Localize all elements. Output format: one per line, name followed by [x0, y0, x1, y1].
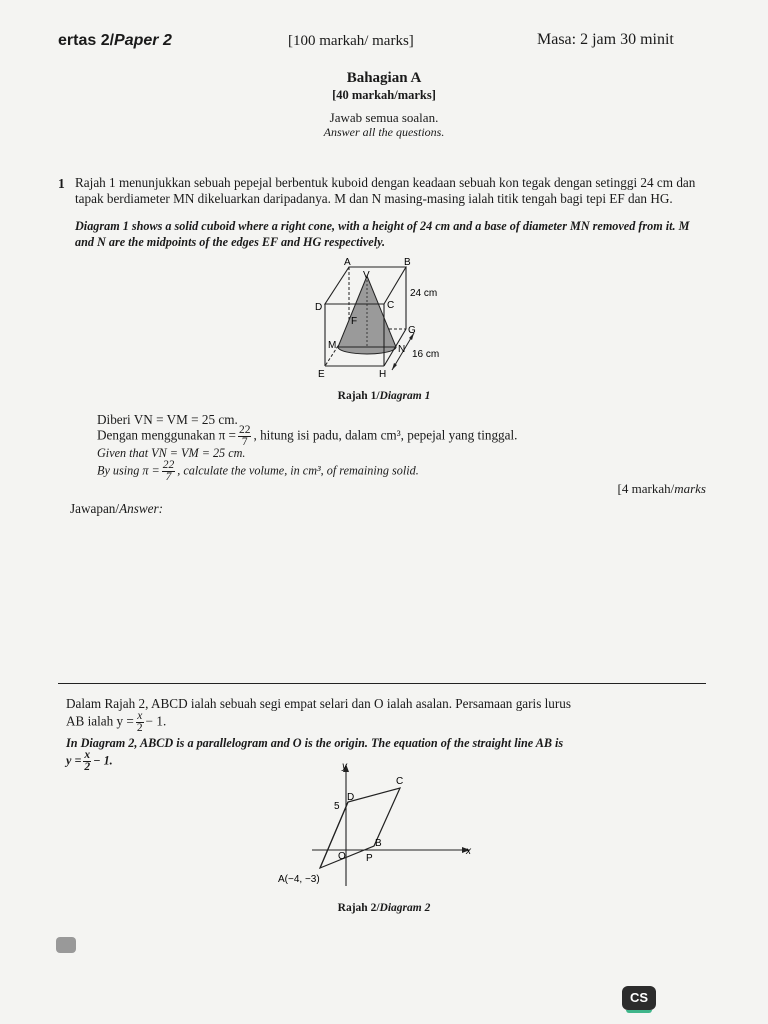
q2-text-en-1: In Diagram 2, ABCD is a parallelogram and O is the origin. The equation of the straight line AB is [66, 736, 564, 750]
label-h: H [379, 369, 387, 380]
q1-marks: [4 markah/marks [617, 481, 706, 496]
label-o: O [338, 851, 346, 862]
section-marks: [40 markah/marks] [332, 88, 436, 102]
label-a: A [344, 257, 351, 268]
parallelogram [320, 788, 400, 868]
label-e: E [318, 369, 325, 380]
diagram-2-caption: Rajah 2/Diagram 2 [337, 902, 431, 914]
q1-text-ms: Rajah 1 menunjukkan sebuah pepejal berbentuk kuboid dengan keadaan sebuah kon tegak dengan setinggi 24 cm dan tapak berdiameter MN dikeluarkan daripadanya. M dan N masing-masing ialah titik tengah bagi tepi EF dan HG. [75, 175, 696, 206]
label-d: D [315, 302, 323, 313]
label-n: N [398, 344, 406, 355]
label-d2: D [347, 792, 355, 803]
pi-fraction: $\frac{22}{7}$ [238, 424, 251, 448]
q2-text-en-2: y = $\frac{x}{2}$ − 1. [66, 749, 113, 773]
eq-fraction-en: $\frac{x}{2}$ [84, 749, 91, 773]
q1-text-en: Diagram 1 shows a solid cuboid where a right cone, with a height of 24 cm and a base of diameter MN removed from it. M and N are the midpoints of the edges EF and HG respectively. [75, 219, 690, 249]
label-x: x [466, 846, 471, 857]
label-p: P [366, 853, 373, 864]
page-number-tab [56, 937, 76, 953]
label-height: 24 cm [410, 288, 438, 299]
diagram-2 [276, 760, 486, 890]
label-m: M [328, 340, 337, 351]
q1-using-ms: Dengan menggunakan π = $\frac{22}{7}$ , hitung isi padu, dalam cm³, pepejal yang tinggal. [97, 424, 518, 448]
label-b2: B [375, 838, 382, 849]
label-c: C [387, 300, 395, 311]
label-five: 5 [334, 801, 340, 812]
paper-label: ertas 2/Paper 2 [58, 32, 172, 49]
instruction-ms: Jawab semua soalan. [329, 110, 439, 125]
camscanner-logo: CS [622, 986, 656, 1010]
time-allowed: Masa: 2 jam 30 minit [537, 31, 674, 48]
q1-given-en: Given that VN = VM = 25 cm. [97, 446, 246, 460]
label-f: F [351, 316, 358, 327]
label-y: y [342, 761, 347, 772]
answer-label: Jawapan/Answer: [70, 501, 164, 516]
label-a2: A(−4, −3) [278, 874, 320, 885]
diagram-1 [300, 254, 470, 382]
label-b: B [404, 257, 411, 268]
q1-using-en: By using π = $\frac{22}{7}$ , calculate the volume, in cm³, of remaining solid. [97, 459, 419, 483]
diagram-1-caption: Rajah 1/Diagram 1 [337, 390, 431, 402]
arrow-head [392, 363, 397, 370]
q2-text-ms-2: AB ialah y = $\frac{x}{2}$ − 1. [66, 710, 167, 734]
instruction-en: Answer all the questions. [323, 125, 445, 139]
total-marks: [100 markah/ marks] [288, 33, 414, 49]
q2-text-ms-1: Dalam Rajah 2, ABCD ialah sebuah segi empat selari dan O ialah asalan. Persamaan garis lurus [66, 696, 572, 711]
label-g: G [408, 325, 416, 336]
divider [58, 683, 706, 684]
label-v: V [363, 270, 370, 281]
eq-fraction: $\frac{x}{2}$ [136, 710, 143, 734]
pi-fraction-en: $\frac{22}{7}$ [162, 459, 175, 483]
section-title: Bahagian A [346, 70, 422, 86]
q1-given-ms: Diberi VN = VM = 25 cm. [97, 412, 238, 427]
label-c2: C [396, 776, 404, 787]
label-depth: 16 cm [412, 349, 440, 360]
question-number: 1 [58, 176, 65, 191]
